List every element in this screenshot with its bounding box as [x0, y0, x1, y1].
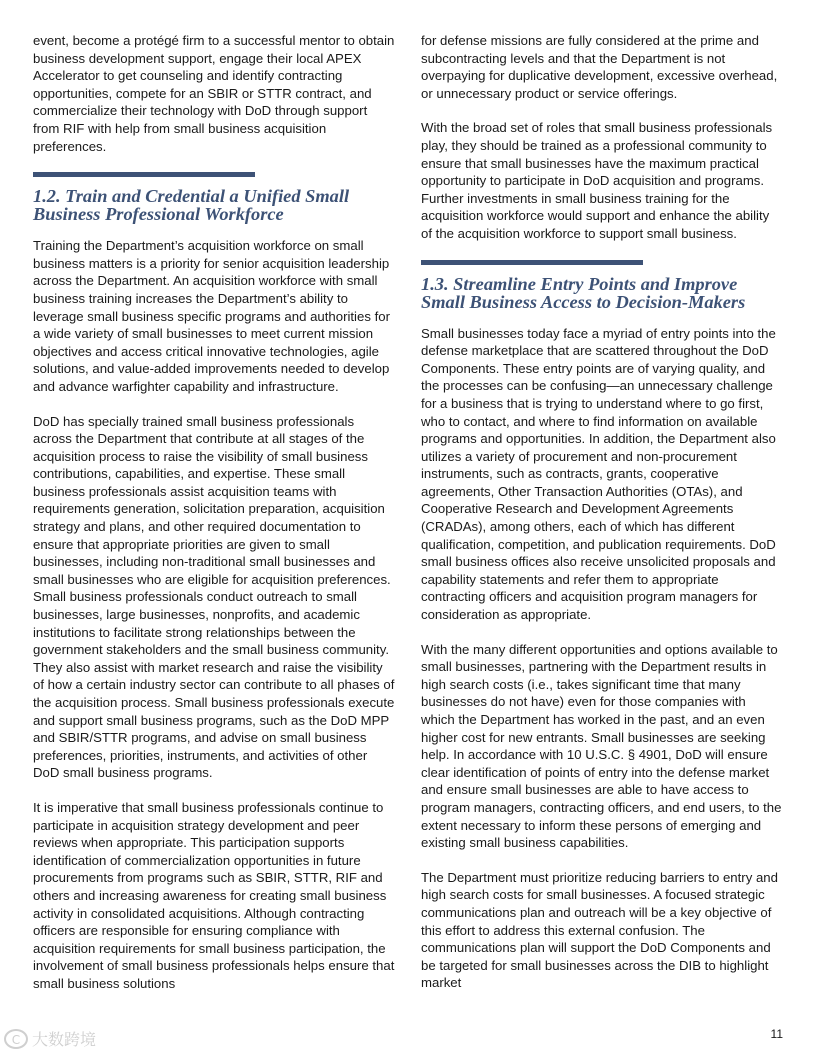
watermark-logo-icon: C	[4, 1029, 28, 1049]
body-paragraph: for defense missions are fully considered at the prime and subcontracting levels and that the Department is not overpaying for duplicative development, excessive overhead, or unnecessary product or service offerings.	[421, 33, 778, 101]
body-paragraph: Training the Department’s acquisition workforce on small business matters is a priority for senior acquisition leadership across the Department. An acquisition workforce with small business training increases the Department’s ability to leverage small business specific programs and authorities for a wide variety of small businesses to meet current mission objectives and access critical innovative technologies, agile solutions, and value-added improvements needed to develop and advance warfighter capability and infrastructure.	[33, 238, 390, 394]
body-paragraph: The Department must prioritize reducing barriers to entry and high search costs for small businesses. A focused strategic communications plan and outreach will be a key objective of this effort to address this external confusion. The communications plan will support the DoD Components and be targeted for small businesses across the DIB to highlight market	[421, 869, 778, 991]
body-paragraph: With the many different opportunities and options available to small businesses, partnering with the Department results in high search costs (i.e., takes significant time that many businesses do not have) even for those companies with which the Department has worked in the past, and an even higher cost for new entrants. Small businesses are seeking help. In accordance with 10 U.S.C. § 4901, DoD will ensure clear identification of points of entry into the defense market and ensure small businesses are able to have access to program managers, contracting officers, and end users, to the extent necessary to inform these persons of emerging and existing small business capabilities.	[421, 641, 782, 851]
body-paragraph: It is imperative that small business professionals continue to participate in acquisition strategy development and peer reviews when appropriate. This participation supports identification of commercialization opportunities in future procurements from programs such as SBIR, STTR, RIF and others and increasing awareness for creating small business activity in consolidated acquisitions. Although contracting officers are responsible for ensuring compliance with acquisition requirements for small business participation, the involvement of small business professionals helps ensure that small business solutions	[33, 799, 395, 991]
page-number: 11	[770, 1027, 783, 1041]
section-divider	[421, 260, 643, 265]
watermark	[4, 1027, 96, 1050]
left-column	[33, 32, 395, 1010]
body-paragraph: DoD has specially trained small business professionals across the Department that contribute at all stages of the acquisition process to raise the visibility of small business contributions, capabilities, and expertise. These small business professionals assist acquisition teams with requirements generation, solicitation preparation, acquisition strategy and plans, and other required documentation to ensure that appropriate priorities are given to small businesses, including non-traditional small businesses and small businesses who are eligible for acquisition preferences. Small business professionals conduct outreach to small businesses, large businesses, nonprofits, and academic institutions to facilitate strong relationships between the government stakeholders and the small business community. They also assist with market research and raise the visibility of how a certain industry sector can contribute to all phases of the acquisition process. Small business professionals execute and support small business programs, such as the DoD MPP and SBIR/STTR programs, and advise on small business preferences, priorities, instruments, and activities of other DoD small business programs.	[33, 413, 395, 781]
body-paragraph: event, become a protégé firm to a successful mentor to obtain business development support, engage their local APEX Accelerator to get counseling and identify contracting opportunities, compete for an SBIR or STTR contract, and commercialize their technology with DoD through support from RIF with help from small business acquisition preferences.	[33, 33, 395, 154]
right-column	[421, 32, 783, 1009]
body-paragraph: With the broad set of roles that small business professionals play, they should be trained as a professional community to ensure that small businesses have the maximum practical opportunity to participate in DoD acquisition and programs. Further investments in small business training for the acquisition workforce would support and enhance the ability of the acquisition workforce to support small business.	[421, 120, 773, 241]
watermark-text: 大数跨境	[32, 1030, 97, 1049]
body-paragraph: Small businesses today face a myriad of entry points into the defense marketplace that are scattered throughout the DoD Components. These entry points are of varying quality, and the processes can be confusing—an unnecessary challenge for a business that is trying to understand where to go first, who to contact, and where to find information on available programs and opportunities. In addition, the Department also utilizes a variety of procurement and non-procurement instruments, such as contracts, grants, cooperative agreements, Other Transaction Authorities (OTAs), and Cooperative Research and Development Agreements (CRADAs), among others, each of which has different qualification, competition, and publication requirements. DoD small business offices also receive unsolicited proposals and capability statements and refer them to appropriate contracting officers and acquisition program managers for consideration as appropriate.	[421, 325, 776, 623]
section-heading: 1.3. Streamline Entry Points and Improve Small Business Access to Decision-Makers	[421, 273, 746, 312]
section-divider	[33, 172, 255, 177]
section-heading: 1.2. Train and Credential a Unified Small Business Professional Workforce	[33, 186, 350, 225]
